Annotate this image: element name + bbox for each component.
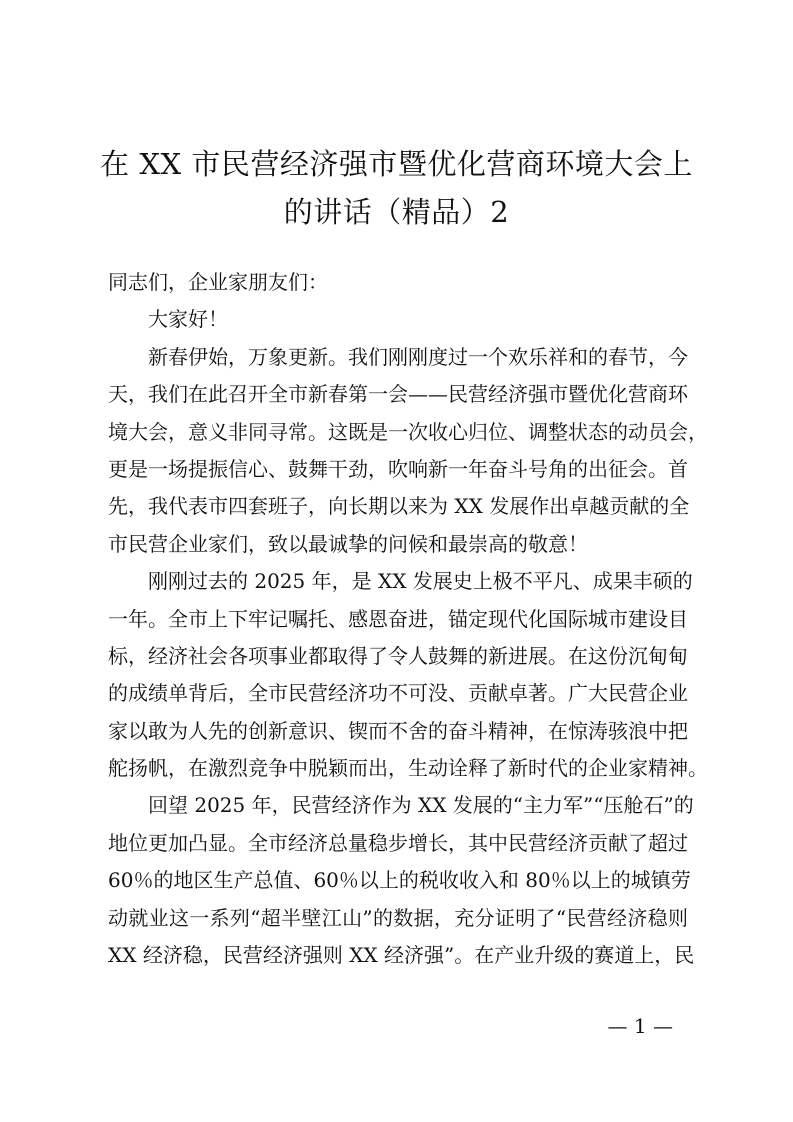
paragraph-1-line: 天，我们在此召开全市新春第一会——民营经济强市暨优化营商环 [108,382,688,407]
paragraph-1-line: 先，我代表市四套班子，向长期以来为 XX 发展作出卓越贡献的全 [108,494,690,519]
salutation: 同志们，企业家朋友们： [108,270,328,294]
paragraph-3-line: 动就业这一系列“超半壁江山”的数据，充分证明了“民营经济稳则 [108,905,688,930]
paragraph-3-line: XX 经济稳，民营经济强则 XX 经济强”。在产业升级的赛道上，民 [108,943,695,968]
paragraph-2-line: 的成绩单背后，全市民营经济功不可没、贡献卓著。广大民营企业 [108,681,688,706]
paragraph-3-line: 60％的地区生产总值、60％以上的税收收入和 80％以上的城镇劳 [108,868,691,893]
paragraph-2-line: 标，经济社会各项事业都取得了令人鼓舞的新进展。在这份沉甸甸 [108,643,688,668]
paragraph-2-line: 刚刚过去的 2025 年，是 XX 发展史上极不平凡、成果丰硕的 [148,569,693,594]
paragraph-1-line: 新春伊始，万象更新。我们刚刚度过一个欢乐祥和的春节，今 [148,344,688,369]
paragraph-1-line: 市民营企业家们，致以最诚挚的问候和最崇高的敬意！ [108,531,588,556]
document-title [80,140,713,236]
paragraph-2-line: 家以敢为人先的创新意识、锲而不舍的奋斗精神，在惊涛骇浪中把 [108,718,688,743]
document-body [108,264,708,974]
paragraph-2-line: 舵扬帆，在激烈竞争中脱颖而出，生动诠释了新时代的企业家精神。 [108,756,708,781]
paragraph-2-line: 一年。全市上下牢记嘱托、感恩奋进，锚定现代化国际城市建设目 [108,606,688,631]
paragraph-1-line: 更是一场提振信心、鼓舞干劲，吹响新一年奋斗号角的出征会。首 [108,456,688,481]
title-line-1: 在 XX 市民营经济强市暨优化营商环境大会上 [100,147,693,181]
title-line-2: 的讲话（精品）2 [283,195,510,229]
page-number: — 1 — [607,1014,673,1038]
paragraph-3-line: 回望 2025 年，民营经济作为 XX 发展的“主力军”“压舱石”的 [148,793,694,818]
paragraph-3-line: 地位更加凸显。全市经济总量稳步增长，其中民营经济贡献了超过 [108,830,688,855]
greeting: 大家好！ [148,307,228,332]
paragraph-1-line: 境大会，意义非同寻常。这既是一次收心归位、调整状态的动员会， [108,419,708,444]
